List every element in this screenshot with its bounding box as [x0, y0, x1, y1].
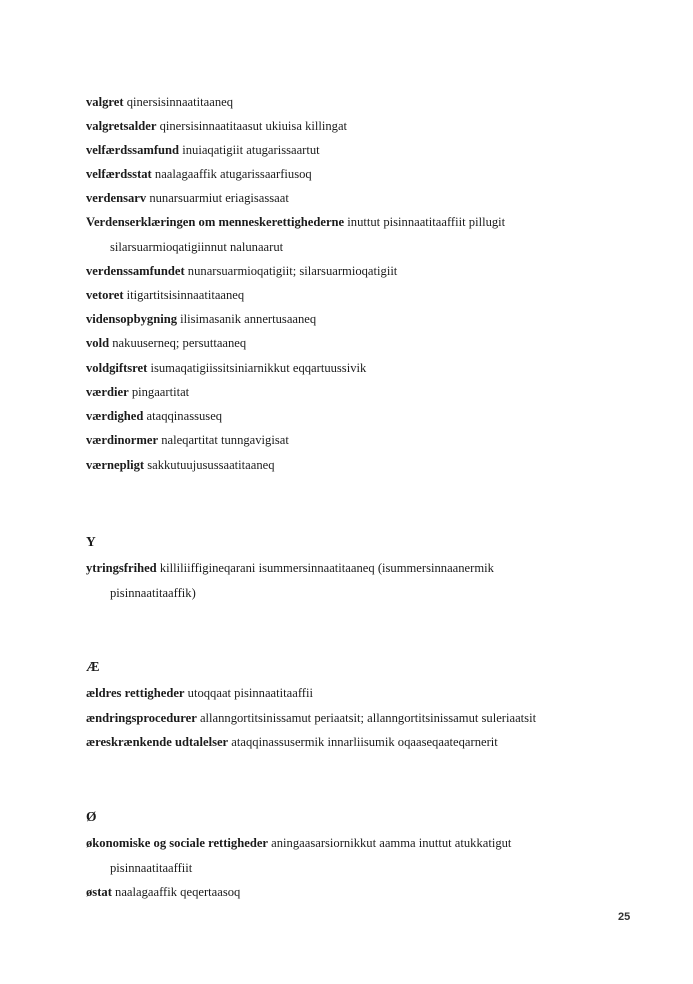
glossary-entry [86, 259, 633, 283]
entry-term: verdensarv [86, 191, 147, 205]
entry-continuation: silarsuarmioqatigiinnut nalunaarut [110, 240, 284, 254]
glossary-entry [86, 556, 633, 580]
section-heading: Y [86, 534, 96, 549]
section-heading: Æ [86, 659, 100, 674]
entry-term: økonomiske og sociale rettigheder [86, 836, 269, 850]
glossary-entry [86, 210, 633, 234]
entry-definition: naalagaaffik atugarissaarfiusoq [151, 167, 312, 181]
entry-definition: allanngortitsinissamut periaatsit; allanngortitsinissamut suleriaatsit [196, 711, 537, 725]
entry-definition: ataqqinassuseq [143, 409, 223, 423]
entry-term: valgretsalder [86, 119, 157, 133]
entry-continuation: pisinnaatitaaffiit [110, 861, 193, 875]
entry-definition: nakuuserneq; persuttaaneq [109, 336, 247, 350]
entry-term: værnepligt [86, 458, 145, 472]
entry-term: velfærdsstat [86, 167, 152, 181]
entry-definition: aningaasarsiornikkut aamma inuttut atukkatigut [268, 836, 512, 850]
page-number: 25 [618, 911, 631, 923]
entry-continuation: pisinnaatitaaffik) [110, 586, 196, 600]
entry-term: vold [86, 336, 110, 350]
entry-term: østat [86, 885, 112, 899]
glossary-entry [86, 404, 633, 428]
entry-term: valgret [86, 95, 124, 109]
entry-term: vetoret [86, 288, 124, 302]
entry-definition: qinersisinnaatitaaneq [123, 95, 234, 109]
entry-term: ytringsfrihed [86, 561, 157, 575]
entry-term: ændringsprocedurer [86, 711, 197, 725]
glossary-entry [86, 880, 633, 904]
glossary-entry [86, 681, 633, 705]
entry-definition: inuttut pisinnaatitaaffiit pillugit [344, 215, 506, 229]
entry-definition: pingaartitat [128, 385, 190, 399]
glossary-entry [86, 331, 633, 355]
entry-definition: inuiaqatigiit atugarissaartut [179, 143, 320, 157]
entry-term: velfærdssamfund [86, 143, 180, 157]
entry-definition: utoqqaat pisinnaatitaaffii [184, 686, 313, 700]
entry-definition: ataqqinassusermik innarliisumik oqaaseqaateqarnerit [228, 735, 498, 749]
glossary-entry [86, 283, 633, 307]
glossary-entry [86, 730, 633, 754]
entry-term: voldgiftsret [86, 361, 148, 375]
glossary-entry [86, 162, 633, 186]
entry-definition: killiliiffigineqarani isummersinnaatitaaneq (isummersinnaanermik [156, 561, 494, 575]
glossary-entry [86, 138, 633, 162]
entry-term: værdinormer [86, 433, 159, 447]
glossary-entry [86, 380, 633, 404]
entry-term: verdenssamfundet [86, 264, 185, 278]
glossary-entry [86, 706, 633, 730]
glossary-entry [86, 114, 633, 138]
section-heading: Ø [86, 809, 97, 824]
glossary-entry [86, 356, 633, 380]
glossary-entry [86, 186, 633, 210]
entry-term: Verdenserklæringen om menneskerettighederne [86, 215, 345, 229]
entry-definition: naleqartitat tunngavigisat [158, 433, 289, 447]
entry-term: æreskrænkende udtalelser [86, 735, 229, 749]
entry-definition: isumaqatigiissitsiniarnikkut eqqartuussivik [147, 361, 367, 375]
glossary-entry [86, 90, 633, 114]
glossary-entry [86, 307, 633, 331]
entry-term: værdier [86, 385, 129, 399]
entry-term: vidensopbygning [86, 312, 177, 326]
entry-definition: nunarsuarmiut eriagisassaat [146, 191, 289, 205]
entry-definition: ilisimasanik annertusaaneq [177, 312, 317, 326]
entry-definition: sakkutuujusussaatitaaneq [144, 458, 275, 472]
entry-definition: nunarsuarmioqatigiit; silarsuarmioqatigiit [184, 264, 398, 278]
entry-term: værdighed [86, 409, 144, 423]
entry-definition: naalagaaffik qeqertaasoq [111, 885, 241, 899]
glossary-entry [86, 831, 633, 855]
entry-definition: qinersisinnaatitaasut ukiuisa killingat [156, 119, 348, 133]
entry-definition: itigartitsisinnaatitaaneq [123, 288, 245, 302]
glossary-entry [86, 453, 633, 477]
glossary-entry [86, 428, 633, 452]
entry-term: ældres rettigheder [86, 686, 185, 700]
